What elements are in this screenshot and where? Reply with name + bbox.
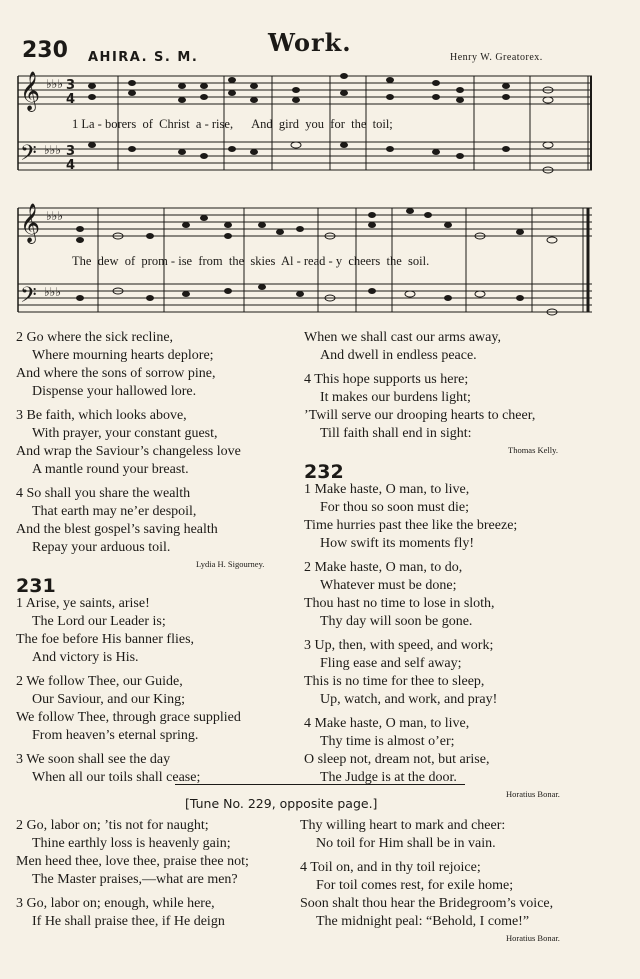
verse-line: 2 We follow Thee, our Guide, bbox=[16, 674, 183, 689]
tune-reference: [Tune No. 229, opposite page.] bbox=[185, 796, 378, 811]
verse-line: For toil comes rest, for exile home; bbox=[316, 878, 514, 893]
verse-line: And wrap the Saviour’s changeless love bbox=[16, 444, 241, 459]
verse-line: A mantle round your breast. bbox=[32, 462, 189, 477]
verse-line: 4 This hope supports us here; bbox=[304, 372, 469, 387]
verse-line: 4 So shall you share the wealth bbox=[16, 486, 191, 501]
verse-line: 1 Make haste, O man, to live, bbox=[304, 482, 470, 497]
verse-line: Our Saviour, and our King; bbox=[32, 692, 186, 707]
verse-line: Fling ease and self away; bbox=[320, 656, 462, 671]
verse-line: And victory is His. bbox=[32, 650, 139, 665]
verse-line: When we shall cast our arms away, bbox=[304, 330, 501, 345]
svg-text:♭♭♭: ♭♭♭ bbox=[44, 143, 61, 157]
verse-line: 3 Go, labor on; enough, while here, bbox=[16, 896, 215, 911]
verse-line: O sleep not, dream not, but arise, bbox=[304, 752, 490, 767]
left-column bbox=[16, 329, 296, 787]
verse-line: How swift its moments fly! bbox=[320, 536, 474, 551]
staff-2-bass bbox=[18, 284, 592, 312]
verse-line: 3 Up, then, with speed, and work; bbox=[304, 638, 494, 653]
verse-line: Thy time is almost o’er; bbox=[320, 734, 455, 749]
verse-line: 2 Go where the sick recline, bbox=[16, 330, 174, 345]
verse-line: From heaven’s eternal spring. bbox=[32, 728, 199, 743]
verse-line: 2 Make haste, O man, to do, bbox=[304, 560, 463, 575]
author: Horatius Bonar. bbox=[506, 789, 560, 799]
verse-line: The Lord our Leader is; bbox=[32, 614, 166, 629]
divider bbox=[175, 784, 465, 785]
verse-line: Soon shalt thou hear the Bridegroom’s voice, bbox=[300, 896, 554, 911]
verse-line: Men heed thee, love thee, praise thee not; bbox=[16, 854, 249, 869]
verse-line: 3 Be faith, which looks above, bbox=[16, 408, 187, 423]
svg-text:3: 3 bbox=[66, 78, 76, 93]
verse-line: 4 Make haste, O man, to live, bbox=[304, 716, 470, 731]
verse-line: 1 Arise, ye saints, arise! bbox=[16, 596, 150, 611]
verse-line: That earth may ne’er despoil, bbox=[32, 504, 197, 519]
verse-line: 2 Go, labor on; ’tis not for naught; bbox=[16, 818, 209, 833]
bottom-right-column bbox=[300, 817, 600, 947]
hymn-number: 230 bbox=[22, 38, 68, 63]
verse-line: 4 Toil on, and in thy toil rejoice; bbox=[300, 860, 481, 875]
verse-line: Till faith shall end in sight: bbox=[320, 426, 472, 441]
svg-text:3: 3 bbox=[66, 144, 76, 159]
svg-text:4: 4 bbox=[66, 92, 76, 107]
verse-line: Time hurries past thee like the breeze; bbox=[304, 518, 518, 533]
svg-text:♭♭♭: ♭♭♭ bbox=[44, 285, 61, 299]
music-score bbox=[0, 0, 640, 330]
lyric-line-1: 1 La - borers of Christ a - rise, And gird you for the toil; bbox=[72, 117, 393, 131]
verse-line: It makes our burdens light; bbox=[320, 390, 471, 405]
verse-line: And the blest gospel’s saving health bbox=[16, 522, 218, 537]
verse-line: If He shall praise thee, if He deign bbox=[32, 914, 225, 929]
verse-line: Thou hast no time to lose in sloth, bbox=[304, 596, 495, 611]
right-column bbox=[304, 329, 604, 803]
verse-line: No toil for Him shall be in vain. bbox=[316, 836, 496, 851]
verse-line: With prayer, your constant guest, bbox=[32, 426, 218, 441]
verse-line: Up, watch, and work, and pray! bbox=[320, 692, 498, 707]
svg-text:♭♭♭: ♭♭♭ bbox=[46, 77, 63, 91]
verse-line: And dwell in endless peace. bbox=[320, 348, 477, 363]
verse-line: Whatever must be done; bbox=[320, 578, 457, 593]
bottom-left-column bbox=[16, 817, 306, 931]
verse-line: The Master praises,—what are men? bbox=[32, 872, 238, 887]
verse-line: The Judge is at the door. bbox=[320, 770, 457, 785]
composer: Henry W. Greatorex. bbox=[450, 52, 543, 63]
svg-text:𝄞: 𝄞 bbox=[20, 203, 41, 243]
tune-name: AHIRA. S. M. bbox=[88, 50, 199, 65]
hymn-number: 231 bbox=[16, 575, 56, 597]
verse-line: This is no time for thee to sleep, bbox=[304, 674, 485, 689]
svg-text:4: 4 bbox=[66, 158, 76, 173]
verse-line: And where the sons of sorrow pine, bbox=[16, 366, 216, 381]
verse-line: 3 We soon shall see the day bbox=[16, 752, 171, 767]
verse-line: For thou so soon must die; bbox=[320, 500, 469, 515]
verse-line: We follow Thee, through grace supplied bbox=[16, 710, 241, 725]
author: Horatius Bonar. bbox=[506, 933, 560, 943]
svg-text:♭♭♭: ♭♭♭ bbox=[46, 209, 63, 223]
lyric-line-2: The dew of prom - ise from the skies Al - read - y cheers the soil. bbox=[72, 254, 430, 268]
hymn-number: 232 bbox=[304, 461, 344, 483]
svg-text:𝄞: 𝄞 bbox=[20, 71, 41, 111]
staff-2-treble bbox=[18, 208, 592, 236]
svg-text:𝄢: 𝄢 bbox=[20, 141, 37, 171]
verse-line: The midnight peal: “Behold, I come!” bbox=[316, 914, 530, 929]
verse-line: Where mourning hearts deplore; bbox=[32, 348, 214, 363]
verse-line: Dispense your hallowed lore. bbox=[32, 384, 197, 399]
verse-line: Thy day will soon be gone. bbox=[320, 614, 473, 629]
svg-text:𝄢: 𝄢 bbox=[20, 283, 37, 313]
verse-line: Repay your arduous toil. bbox=[32, 540, 171, 555]
verse-line: Thy willing heart to mark and cheer: bbox=[300, 818, 506, 833]
verse-line: When all our toils shall cease; bbox=[32, 770, 201, 785]
author: Thomas Kelly. bbox=[508, 445, 558, 455]
author: Lydia H. Sigourney. bbox=[196, 559, 265, 569]
verse-line: Thine earthly loss is heavenly gain; bbox=[32, 836, 231, 851]
verse-line: The foe before His banner flies, bbox=[16, 632, 195, 647]
verse-line: ’Twill serve our drooping hearts to cheer, bbox=[304, 408, 536, 423]
section-title: Work. bbox=[268, 28, 352, 57]
